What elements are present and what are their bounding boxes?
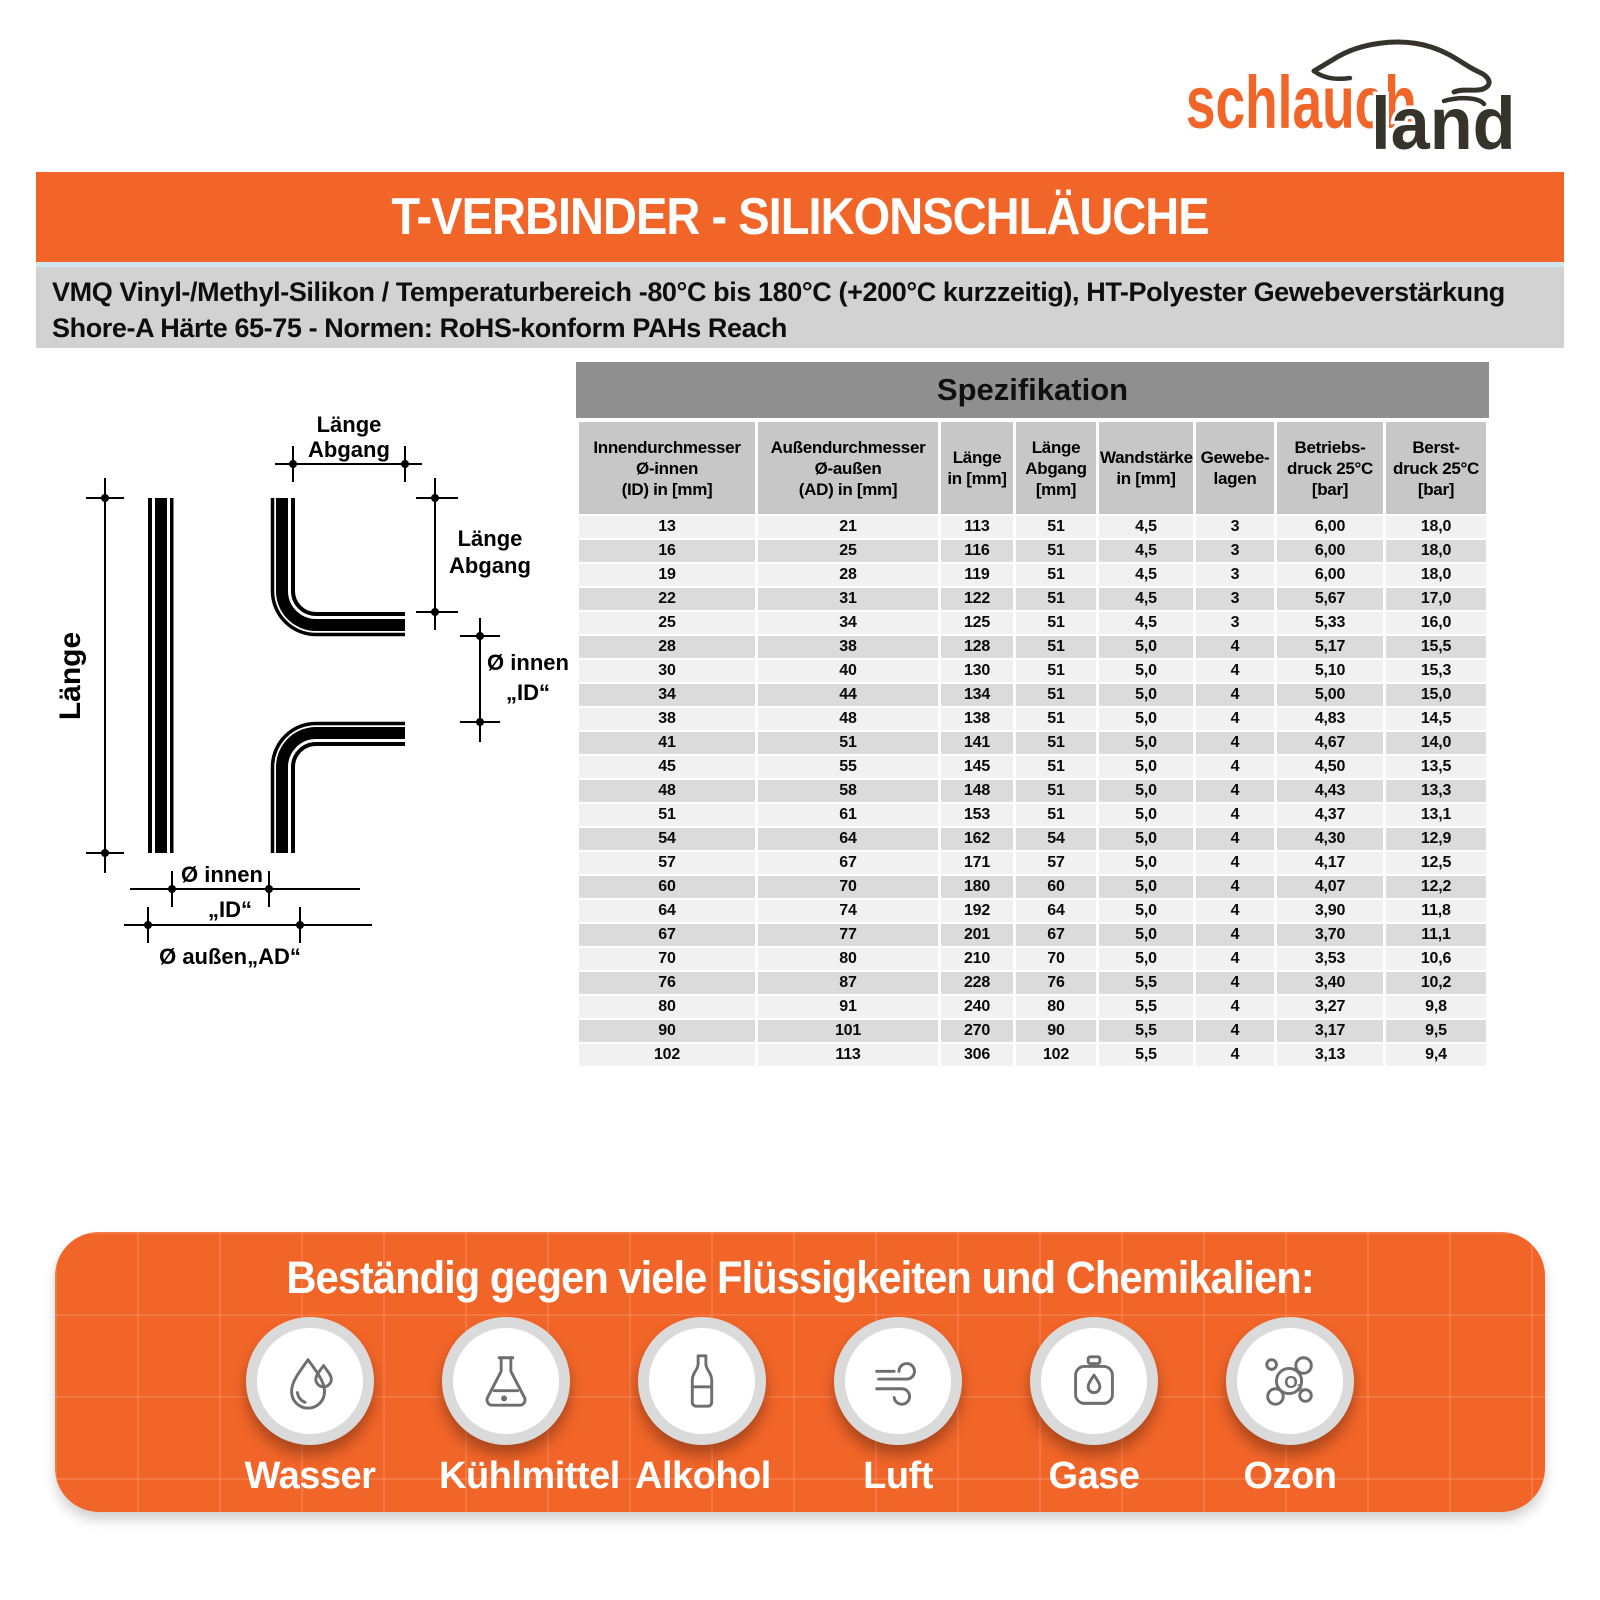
tube-upper-right-wall (273, 498, 406, 635)
spec-cell: 5,5 (1099, 1044, 1193, 1066)
spec-cell: 70 (758, 876, 938, 898)
spec-row (579, 732, 1486, 754)
spec-cell: 22 (579, 588, 755, 610)
resistance-item-luft (831, 1317, 965, 1498)
spec-cell: 5,10 (1277, 660, 1383, 682)
spec-cell: 4 (1196, 1020, 1274, 1042)
spec-cell: 4 (1196, 876, 1274, 898)
spec-cell: 3,17 (1277, 1020, 1383, 1042)
resistance-label: Luft (863, 1455, 933, 1497)
resistance-box (55, 1232, 1545, 1512)
spec-cell: 134 (941, 684, 1013, 706)
spec-cell: 5,5 (1099, 972, 1193, 994)
spec-cell: 4 (1196, 684, 1274, 706)
resistance-label: Alkohol (635, 1455, 771, 1497)
spec-cell: 87 (758, 972, 938, 994)
spec-column-header: Länge Abgang [mm] (1016, 422, 1096, 514)
spec-cell: 180 (941, 876, 1013, 898)
spec-cell: 4,5 (1099, 540, 1193, 562)
spec-cell: 4,43 (1277, 780, 1383, 802)
spec-cell: 210 (941, 948, 1013, 970)
subtitle-line2: Shore-A Härte 65-75 - Normen: RoHS-konform PAHs Reach (52, 313, 787, 343)
spec-cell: 5,17 (1277, 636, 1383, 658)
spec-cell: 57 (1016, 852, 1096, 874)
spec-cell: 90 (1016, 1020, 1096, 1042)
spec-cell: 25 (579, 612, 755, 634)
resistance-item-kuehlmittel (439, 1317, 620, 1498)
dim-label: Abgang (449, 553, 531, 578)
spec-cell: 3,13 (1277, 1044, 1383, 1066)
spec-cell: 57 (579, 852, 755, 874)
logo-word-land: land (1371, 83, 1516, 162)
spec-cell: 54 (1016, 828, 1096, 850)
spec-cell: 4 (1196, 900, 1274, 922)
resistance-items (55, 1317, 1545, 1498)
spec-cell: 125 (941, 612, 1013, 634)
spec-cell: 3,90 (1277, 900, 1383, 922)
spec-cell: 18,0 (1386, 516, 1486, 538)
spec-cell: 12,2 (1386, 876, 1486, 898)
spec-cell: 4 (1196, 636, 1274, 658)
spec-cell: 17,0 (1386, 588, 1486, 610)
spec-cell: 14,0 (1386, 732, 1486, 754)
spec-cell: 4,5 (1099, 588, 1193, 610)
spec-cell: 51 (1016, 588, 1096, 610)
spec-cell: 128 (941, 636, 1013, 658)
spec-cell: 11,1 (1386, 924, 1486, 946)
spec-cell: 5,0 (1099, 828, 1193, 850)
spec-cell: 5,0 (1099, 948, 1193, 970)
spec-cell: 3 (1196, 516, 1274, 538)
spec-cell: 4,5 (1099, 516, 1193, 538)
dim-label: Abgang (308, 437, 390, 462)
spec-cell: 13,5 (1386, 756, 1486, 778)
spec-cell: 48 (579, 780, 755, 802)
spec-cell: 201 (941, 924, 1013, 946)
spec-cell: 30 (579, 660, 755, 682)
resistance-label: Kühlmittel (439, 1455, 620, 1497)
dim-laenge-abgang-right (416, 478, 531, 630)
page-title: T-VERBINDER - SILIKONSCHLÄUCHE (391, 188, 1209, 246)
wind-icon (867, 1350, 929, 1412)
spec-cell: 4 (1196, 852, 1274, 874)
dim-label: Länge (54, 631, 87, 721)
spec-cell: 4 (1196, 756, 1274, 778)
t-connector-diagram (50, 408, 575, 988)
spec-column-header: Innendurchmesser Ø-innen (ID) in [mm] (579, 422, 755, 514)
spec-cell: 4 (1196, 948, 1274, 970)
spec-row (579, 1020, 1486, 1042)
spec-table-title: Spezifikation (576, 362, 1489, 418)
spec-cell: 51 (579, 804, 755, 826)
spec-cell: 28 (579, 636, 755, 658)
spec-cell: 48 (758, 708, 938, 730)
svg-text:3: 3 (1296, 1382, 1303, 1395)
spec-cell: 19 (579, 564, 755, 586)
spec-cell: 15,0 (1386, 684, 1486, 706)
spec-cell: 13 (579, 516, 755, 538)
spec-cell: 5,0 (1099, 684, 1193, 706)
spec-cell: 4 (1196, 708, 1274, 730)
spec-cell: 15,3 (1386, 660, 1486, 682)
spec-cell: 113 (758, 1044, 938, 1066)
spec-cell: 5,0 (1099, 900, 1193, 922)
spec-cell: 192 (941, 900, 1013, 922)
spec-cell: 240 (941, 996, 1013, 1018)
dim-label: Ø innen (181, 862, 263, 887)
spec-cell: 4 (1196, 996, 1274, 1018)
spec-cell: 5,0 (1099, 780, 1193, 802)
spec-row (579, 588, 1486, 610)
spec-cell: 77 (758, 924, 938, 946)
spec-cell: 60 (1016, 876, 1096, 898)
dim-label: Ø außen„AD“ (159, 944, 301, 969)
logo-word-schlauch: schlauch (1185, 61, 1417, 145)
spec-cell: 51 (1016, 756, 1096, 778)
spec-cell: 51 (758, 732, 938, 754)
spec-cell: 9,8 (1386, 996, 1486, 1018)
spec-cell: 51 (1016, 612, 1096, 634)
spec-cell: 54 (579, 828, 755, 850)
spec-cell: 4 (1196, 828, 1274, 850)
spec-cell: 70 (1016, 948, 1096, 970)
spec-row (579, 996, 1486, 1018)
ozone-icon (1259, 1350, 1321, 1412)
spec-cell: 4,5 (1099, 564, 1193, 586)
spec-cell: 4,17 (1277, 852, 1383, 874)
dim-label: „ID“ (506, 680, 550, 705)
spec-cell: 145 (941, 756, 1013, 778)
spec-cell: 4 (1196, 660, 1274, 682)
resistance-label: Wasser (244, 1455, 376, 1497)
spec-cell: 4,5 (1099, 612, 1193, 634)
spec-cell: 31 (758, 588, 938, 610)
spec-cell: 5,33 (1277, 612, 1383, 634)
spec-cell: 4,30 (1277, 828, 1383, 850)
spec-cell: 6,00 (1277, 516, 1383, 538)
spec-row (579, 684, 1486, 706)
tube-lower-right-wall (273, 724, 406, 854)
spec-cell: 34 (758, 612, 938, 634)
spec-column-header: Betriebs- druck 25°C [bar] (1277, 422, 1383, 514)
spec-cell: 10,2 (1386, 972, 1486, 994)
spec-cell: 5,0 (1099, 852, 1193, 874)
svg-text:O: O (1284, 1371, 1298, 1392)
spec-row (579, 516, 1486, 538)
spec-cell: 6,00 (1277, 564, 1383, 586)
spec-cell: 4,07 (1277, 876, 1383, 898)
spec-cell: 14,5 (1386, 708, 1486, 730)
resistance-label: Gase (1048, 1455, 1140, 1497)
spec-cell: 44 (758, 684, 938, 706)
spec-cell: 18,0 (1386, 564, 1486, 586)
spec-cell: 4 (1196, 804, 1274, 826)
spec-cell: 9,4 (1386, 1044, 1486, 1066)
spec-cell: 3 (1196, 540, 1274, 562)
spec-cell: 76 (579, 972, 755, 994)
spec-cell: 16 (579, 540, 755, 562)
spec-cell: 15,5 (1386, 636, 1486, 658)
spec-cell: 80 (579, 996, 755, 1018)
spec-cell: 12,5 (1386, 852, 1486, 874)
spec-cell: 18,0 (1386, 540, 1486, 562)
spec-cell: 64 (579, 900, 755, 922)
spec-cell: 51 (1016, 636, 1096, 658)
dim-laenge-left (54, 478, 124, 873)
spec-cell: 5,5 (1099, 996, 1193, 1018)
spec-table (576, 420, 1489, 1068)
spec-cell: 21 (758, 516, 938, 538)
spec-cell: 67 (758, 852, 938, 874)
spec-cell: 130 (941, 660, 1013, 682)
schlauchland-logo (1183, 34, 1539, 162)
spec-cell: 40 (758, 660, 938, 682)
spec-cell: 64 (758, 828, 938, 850)
spec-cell: 4,37 (1277, 804, 1383, 826)
spec-column-header: Länge in [mm] (941, 422, 1013, 514)
resistance-item-alkohol (635, 1317, 769, 1498)
spec-cell: 5,0 (1099, 636, 1193, 658)
spec-cell: 5,0 (1099, 708, 1193, 730)
spec-row (579, 660, 1486, 682)
spec-cell: 67 (579, 924, 755, 946)
spec-cell: 5,0 (1099, 732, 1193, 754)
spec-cell: 119 (941, 564, 1013, 586)
spec-cell: 153 (941, 804, 1013, 826)
spec-cell: 34 (579, 684, 755, 706)
spec-cell: 113 (941, 516, 1013, 538)
spec-cell: 4 (1196, 972, 1274, 994)
spec-cell: 10,6 (1386, 948, 1486, 970)
bottle-icon (671, 1350, 733, 1412)
spec-table-body (579, 516, 1486, 1066)
spec-cell: 3,40 (1277, 972, 1383, 994)
spec-cell: 16,0 (1386, 612, 1486, 634)
dim-branch-id (460, 618, 569, 742)
resistance-item-ozon (1223, 1317, 1357, 1498)
spec-row (579, 612, 1486, 634)
spec-cell: 228 (941, 972, 1013, 994)
spec-cell: 141 (941, 732, 1013, 754)
spec-cell: 148 (941, 780, 1013, 802)
dim-label: Länge (457, 526, 523, 551)
flask-icon (475, 1350, 537, 1412)
spec-row (579, 924, 1486, 946)
spec-column-header: Gewebe- lagen (1196, 422, 1274, 514)
spec-cell: 51 (1016, 540, 1096, 562)
spec-cell: 5,00 (1277, 684, 1383, 706)
spec-cell: 61 (758, 804, 938, 826)
spec-cell: 5,0 (1099, 660, 1193, 682)
spec-cell: 5,5 (1099, 1020, 1193, 1042)
resistance-title: Beständig gegen viele Flüssigkeiten und Chemikalien: (286, 1252, 1314, 1304)
spec-row (579, 876, 1486, 898)
tube-left-wall (148, 498, 174, 853)
dim-laenge-abgang-top (275, 412, 422, 482)
gas-cylinder-icon (1063, 1350, 1125, 1412)
spec-cell: 122 (941, 588, 1013, 610)
spec-cell: 28 (758, 564, 938, 586)
spec-cell: 5,0 (1099, 756, 1193, 778)
spec-cell: 5,0 (1099, 876, 1193, 898)
spec-cell: 4 (1196, 780, 1274, 802)
spec-cell: 306 (941, 1044, 1013, 1066)
spec-header-row (579, 422, 1486, 514)
dim-label: Ø innen (487, 650, 569, 675)
spec-row (579, 900, 1486, 922)
spec-cell: 3,27 (1277, 996, 1383, 1018)
spec-cell: 101 (758, 1020, 938, 1042)
spec-cell: 90 (579, 1020, 755, 1042)
spec-cell: 55 (758, 756, 938, 778)
spec-cell: 13,3 (1386, 780, 1486, 802)
spec-cell: 12,9 (1386, 828, 1486, 850)
spec-cell: 51 (1016, 804, 1096, 826)
spec-cell: 4 (1196, 924, 1274, 946)
spec-cell: 80 (1016, 996, 1096, 1018)
spec-cell: 5,67 (1277, 588, 1383, 610)
spec-row (579, 828, 1486, 850)
spec-cell: 76 (1016, 972, 1096, 994)
spec-row (579, 636, 1486, 658)
spec-cell: 51 (1016, 516, 1096, 538)
spec-cell: 25 (758, 540, 938, 562)
spec-row (579, 1044, 1486, 1066)
spec-cell: 4,50 (1277, 756, 1383, 778)
spec-cell: 13,1 (1386, 804, 1486, 826)
spec-cell: 116 (941, 540, 1013, 562)
spec-cell: 4 (1196, 1044, 1274, 1066)
resistance-item-gase (1027, 1317, 1161, 1498)
title-bar (36, 172, 1564, 262)
spec-cell: 162 (941, 828, 1013, 850)
spec-cell: 51 (1016, 660, 1096, 682)
spec-cell: 3 (1196, 564, 1274, 586)
resistance-label: Ozon (1243, 1455, 1337, 1497)
spec-cell: 171 (941, 852, 1013, 874)
spec-cell: 51 (1016, 708, 1096, 730)
spec-cell: 70 (579, 948, 755, 970)
spec-row (579, 948, 1486, 970)
spec-cell: 41 (579, 732, 755, 754)
spec-cell: 3 (1196, 588, 1274, 610)
spec-cell: 51 (1016, 780, 1096, 802)
dim-bottom-id (130, 862, 360, 922)
resistance-item-wasser (243, 1317, 377, 1498)
spec-cell: 58 (758, 780, 938, 802)
spec-cell: 67 (1016, 924, 1096, 946)
spec-cell: 11,8 (1386, 900, 1486, 922)
spec-cell: 5,0 (1099, 804, 1193, 826)
subtitle-bar (36, 262, 1564, 348)
spec-cell: 4,83 (1277, 708, 1383, 730)
spec-cell: 4 (1196, 732, 1274, 754)
spec-cell: 102 (1016, 1044, 1096, 1066)
water-drop-icon (279, 1350, 341, 1412)
spec-cell: 91 (758, 996, 938, 1018)
spec-cell: 38 (758, 636, 938, 658)
spec-row (579, 780, 1486, 802)
spec-row (579, 852, 1486, 874)
spec-cell: 74 (758, 900, 938, 922)
spec-row (579, 564, 1486, 586)
spec-column-header: Wandstärke in [mm] (1099, 422, 1193, 514)
spec-cell: 9,5 (1386, 1020, 1486, 1042)
spec-cell: 45 (579, 756, 755, 778)
spec-cell: 51 (1016, 564, 1096, 586)
spec-row (579, 756, 1486, 778)
spec-column-header: Außendurchmesser Ø-außen (AD) in [mm] (758, 422, 938, 514)
subtitle-line1: VMQ Vinyl-/Methyl-Silikon / Temperaturbereich -80°C bis 180°C (+200°C kurzzeitig), HT-Polyester Gewebeverstärkung (52, 277, 1505, 307)
spec-cell: 64 (1016, 900, 1096, 922)
spec-cell: 138 (941, 708, 1013, 730)
spec-cell: 102 (579, 1044, 755, 1066)
spec-cell: 38 (579, 708, 755, 730)
dim-label: Länge (316, 412, 382, 437)
dim-label: „ID“ (208, 897, 252, 922)
specification-section (576, 362, 1489, 1068)
spec-row (579, 804, 1486, 826)
spec-cell: 270 (941, 1020, 1013, 1042)
spec-row (579, 972, 1486, 994)
spec-cell: 6,00 (1277, 540, 1383, 562)
spec-cell: 3,70 (1277, 924, 1383, 946)
spec-cell: 5,0 (1099, 924, 1193, 946)
spec-cell: 80 (758, 948, 938, 970)
spec-cell: 3,53 (1277, 948, 1383, 970)
spec-cell: 3 (1196, 612, 1274, 634)
spec-cell: 51 (1016, 732, 1096, 754)
spec-column-header: Berst- druck 25°C [bar] (1386, 422, 1486, 514)
spec-row (579, 708, 1486, 730)
spec-row (579, 540, 1486, 562)
spec-cell: 4,67 (1277, 732, 1383, 754)
spec-cell: 51 (1016, 684, 1096, 706)
spec-cell: 60 (579, 876, 755, 898)
